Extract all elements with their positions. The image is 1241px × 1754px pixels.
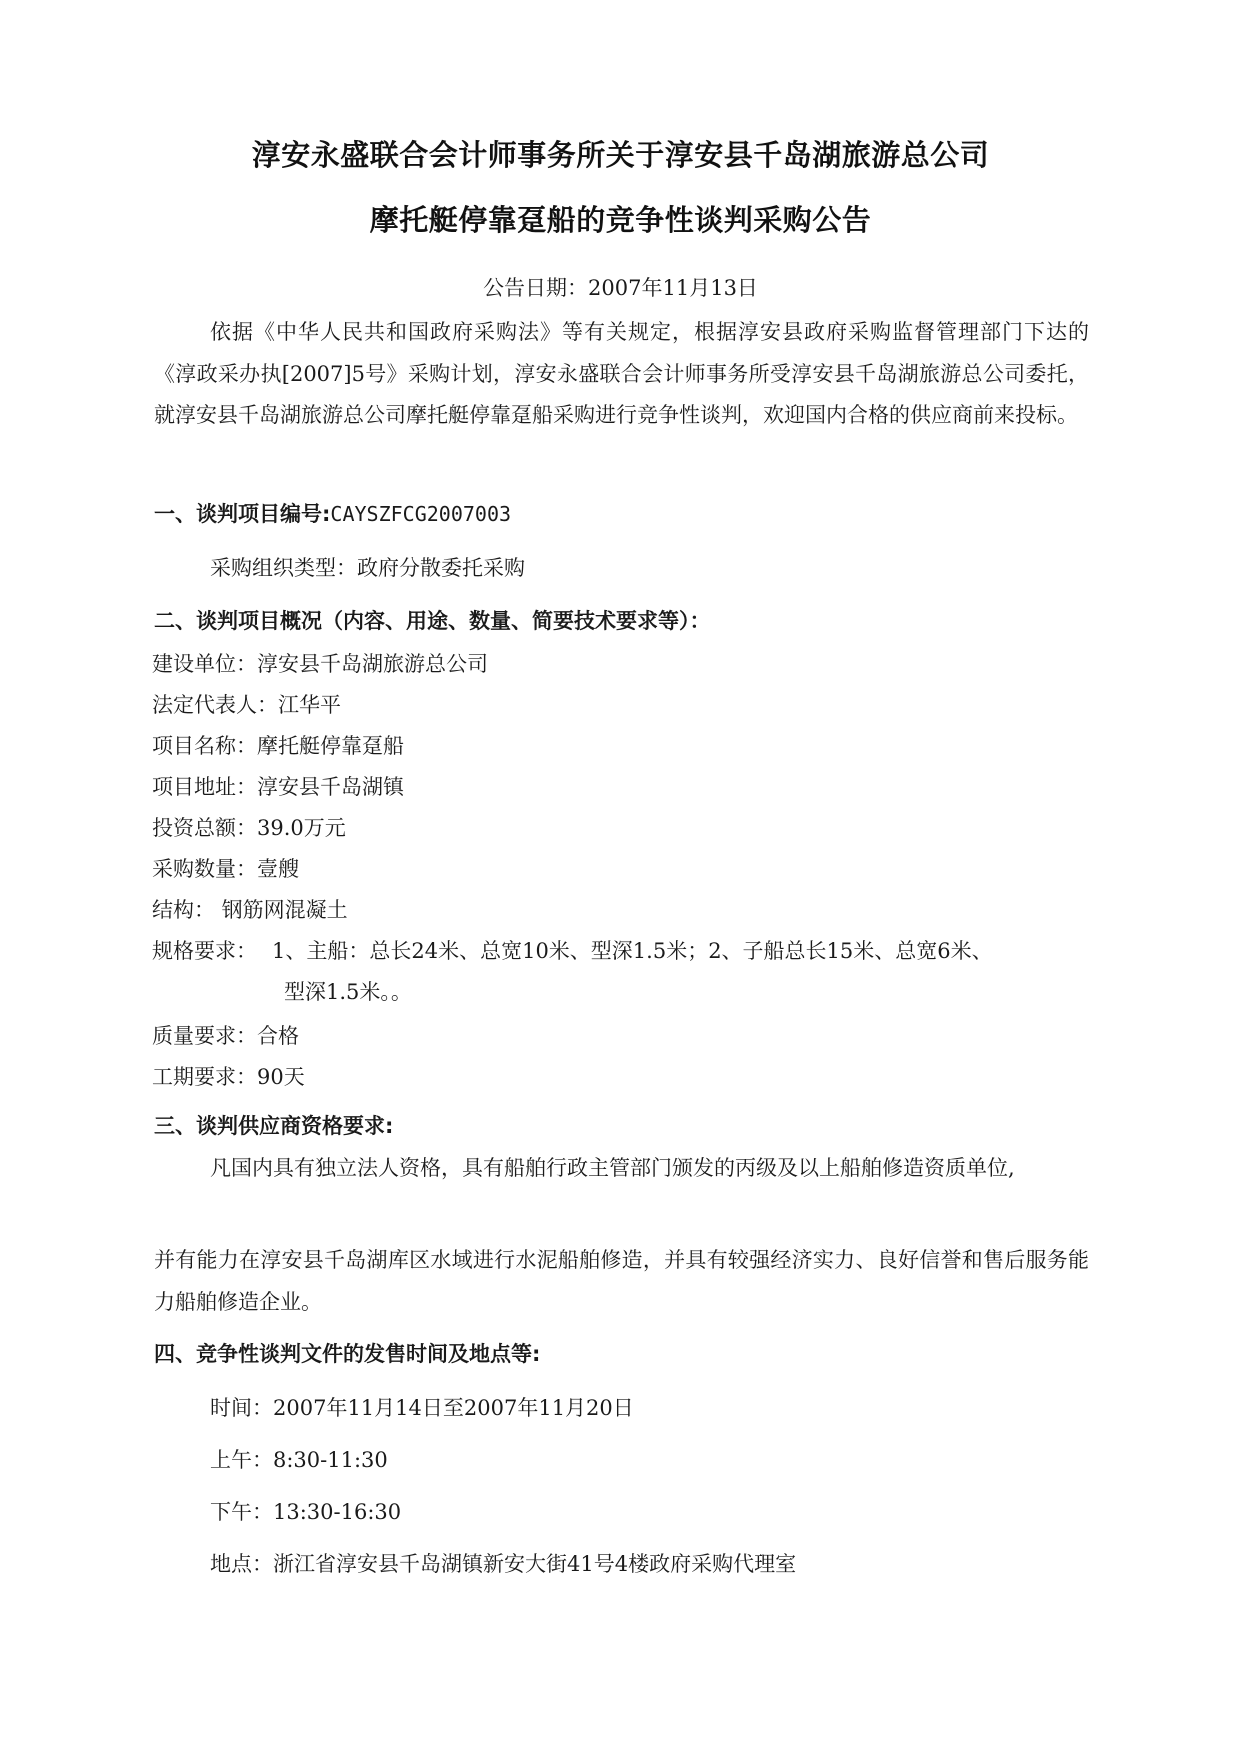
section1-heading (154, 498, 511, 528)
intro-paragraph: 依据《中华人民共和国政府采购法》等有关规定，根据淳安县政府采购监督管理部门下达的《淳政采办执[2007]5号》采购计划，淳安永盛联合会计师事务所受淳安县千岛湖旅游总公司委托，就淳安县千岛湖旅游总公司摩托艇停靠趸船采购进行竞争性谈判，欢迎国内合格的供应商前来投标。 (154, 320, 1089, 427)
field-total-investment: 投资总额：39.0万元 (152, 816, 346, 840)
announcement-date: 公告日期：2007年11月13日 (483, 276, 758, 300)
field-period: 工期要求：90天 (152, 1065, 305, 1089)
sale-morning-hours: 上午：8:30-11:30 (210, 1448, 388, 1472)
section1-heading-label: 一、谈判项目编号: (154, 502, 331, 526)
section3-heading: 三、谈判供应商资格要求: (154, 1114, 394, 1138)
spec-line-1: 1、主船：总长24米、总宽10米、型深1.5米；2、子船总长15米、总宽6米、 (272, 939, 993, 963)
project-code: CAYSZFCG2007003 (330, 502, 512, 526)
sale-time: 时间：2007年11月14日至2007年11月20日 (210, 1396, 634, 1420)
section4-heading: 四、竞争性谈判文件的发售时间及地点等: (154, 1342, 541, 1366)
sale-afternoon-hours: 下午：13:30-16:30 (210, 1500, 402, 1524)
spec-label: 规格要求： (152, 939, 257, 963)
field-project-address: 项目地址：淳安县千岛湖镇 (152, 775, 404, 799)
field-quality: 质量要求：合格 (152, 1024, 299, 1048)
sale-location: 地点：浙江省淳安县千岛湖镇新安大街41号4楼政府采购代理室 (210, 1552, 797, 1576)
qualification-paragraph-2: 并有能力在淳安县千岛湖库区水域进行水泥船舶修造，并具有较强经济实力、良好信誉和售后服务能力船舶修造企业。 (154, 1248, 1089, 1314)
spec-line-2: 型深1.5米。。 (284, 980, 412, 1004)
field-construction-unit: 建设单位：淳安县千岛湖旅游总公司 (152, 652, 488, 676)
section2-heading: 二、谈判项目概况（内容、用途、数量、简要技术要求等）： (154, 609, 711, 633)
field-purchase-quantity: 采购数量：壹艘 (152, 857, 299, 881)
qualification-paragraph-1: 凡国内具有独立法人资格，具有船舶行政主管部门颁发的丙级及以上船舶修造资质单位, (210, 1156, 1015, 1180)
field-project-name: 项目名称：摩托艇停靠趸船 (152, 734, 404, 758)
procurement-org-type: 采购组织类型：政府分散委托采购 (210, 556, 525, 580)
field-legal-representative: 法定代表人：江华平 (152, 693, 341, 717)
document-title-line1: 淳安永盛联合会计师事务所关于淳安县千岛湖旅游总公司 (251, 138, 990, 172)
field-structure: 结构： 钢筋网混凝土 (152, 898, 348, 922)
document-title-line2: 摩托艇停靠趸船的竞争性谈判采购公告 (369, 203, 872, 237)
